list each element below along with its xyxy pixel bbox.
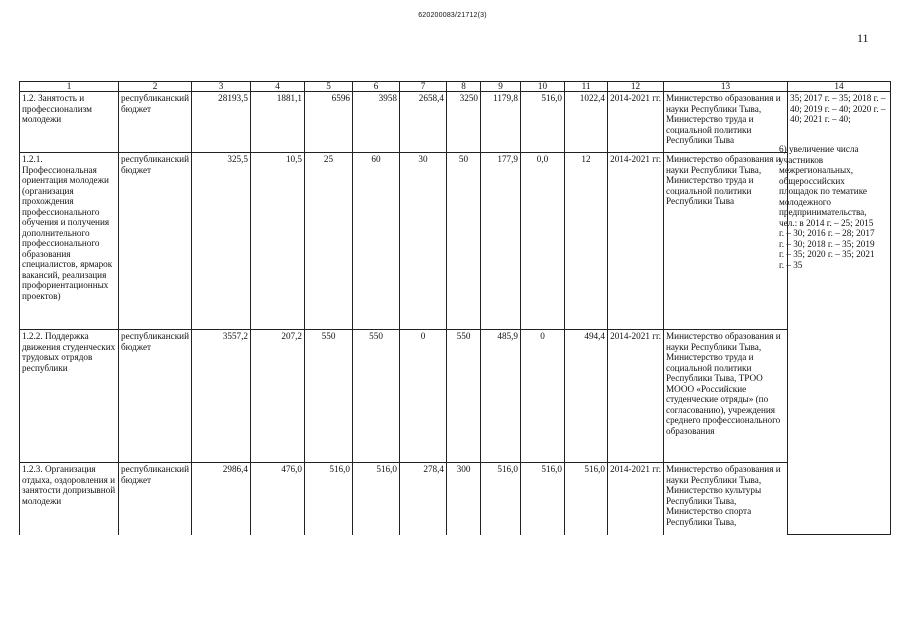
column-number: 9 (481, 82, 521, 92)
amount-cell: 25 (305, 153, 353, 330)
table-row (20, 463, 891, 535)
program-table (19, 81, 891, 535)
amount-cell: 516,0 (565, 463, 608, 535)
funding-source: республиканский бюджет (119, 330, 192, 463)
amount-cell: 2658,4 (400, 92, 447, 153)
amount-cell: 516,0 (521, 92, 565, 153)
column-number: 7 (400, 82, 447, 92)
amount-cell: 0,0 (521, 153, 565, 330)
amount-cell: 60 (353, 153, 400, 330)
amount-cell: 516,0 (353, 463, 400, 535)
amount-cell: 1179,8 (481, 92, 521, 153)
amount-cell: 30 (400, 153, 447, 330)
column-number-row (20, 82, 891, 92)
amount-cell: 516,0 (305, 463, 353, 535)
amount-cell: 28193,5 (192, 92, 251, 153)
document-code: 620200083/21712(3) (418, 12, 487, 19)
measure-name: 1.2.2. Поддержка движения студенческих трудовых отрядов республики (20, 330, 119, 463)
amount-cell: 1881,1 (251, 92, 305, 153)
amount-cell: 0 (521, 330, 565, 463)
column-number: 4 (251, 82, 305, 92)
funding-source: республиканский бюджет (119, 92, 192, 153)
column-number: 5 (305, 82, 353, 92)
period-cell: 2014-2021 гг. (608, 92, 664, 153)
amount-cell: 10,5 (251, 153, 305, 330)
column-number: 14 (788, 82, 891, 92)
amount-cell: 516,0 (481, 463, 521, 535)
executors-cell: Министерство образования и науки Республики Тыва, Министерство труда и социальной политики Республики Тыва (664, 153, 788, 330)
period-cell: 2014-2021 гг. (608, 330, 664, 463)
column-number: 3 (192, 82, 251, 92)
amount-cell: 12 (565, 153, 608, 330)
column-number: 10 (521, 82, 565, 92)
amount-cell: 50 (447, 153, 481, 330)
amount-cell: 516,0 (521, 463, 565, 535)
amount-cell: 1022,4 (565, 92, 608, 153)
column-number: 2 (119, 82, 192, 92)
indicators-text-block (779, 144, 878, 270)
period-cell: 2014-2021 гг. (608, 463, 664, 535)
amount-cell: 476,0 (251, 463, 305, 535)
funding-source: республиканский бюджет (119, 463, 192, 535)
measure-name: 1.2.3. Организация отдыха, оздоровления и занятости допризывной молодежи (20, 463, 119, 535)
executors-cell: Министерство образования и науки Республики Тыва, Министерство культуры Республики Тыва, Министерство спорта Республики Тыва, (664, 463, 788, 535)
table-row (20, 153, 891, 330)
indicators-text-part2: 6) увеличение числа участников межрегиональных, общероссийских площадок по тематике молодежного предпринимательства, чел.: в 2014 г. – 25; 2015 г. – 30; 2016 г. – 28; 2017 г. – 30; 2018 г. – 35; 2019 г. – 35; 2020 г. – 35; 2021 г. – 35 (779, 144, 875, 270)
indicators-cell: 35; 2017 г. – 35; 2018 г. – 40; 2019 г. – 40; 2020 г. – 40; 2021 г. – 40; (788, 92, 891, 330)
amount-cell: 207,2 (251, 330, 305, 463)
column-number: 8 (447, 82, 481, 92)
column-number: 11 (565, 82, 608, 92)
amount-cell: 3250 (447, 92, 481, 153)
amount-cell: 278,4 (400, 463, 447, 535)
period-cell: 2014-2021 гг. (608, 153, 664, 330)
table-row (20, 92, 891, 153)
amount-cell: 6596 (305, 92, 353, 153)
amount-cell: 177,9 (481, 153, 521, 330)
funding-source: республиканский бюджет (119, 153, 192, 330)
column-number: 13 (664, 82, 788, 92)
amount-cell: 485,9 (481, 330, 521, 463)
table-row (20, 330, 891, 463)
executors-cell: Министерство образования и науки Республики Тыва, Министерство труда и социальной политики Республики Тыва (664, 92, 788, 153)
amount-cell: 325,5 (192, 153, 251, 330)
measure-name: 1.2.1. Профессиональная ориентация молодежи (организация прохождения профессионального обучения и получения дополнительного профессионального образования специалистов, ярмарок вакансий, реализация профориентационных проектов) (20, 153, 119, 330)
amount-cell: 3958 (353, 92, 400, 153)
column-number: 1 (20, 82, 119, 92)
column-number: 6 (353, 82, 400, 92)
amount-cell: 0 (400, 330, 447, 463)
amount-cell: 550 (447, 330, 481, 463)
indicators-cell-continued (788, 330, 891, 535)
page-number: 11 (857, 31, 869, 45)
amount-cell: 550 (353, 330, 400, 463)
amount-cell: 550 (305, 330, 353, 463)
amount-cell: 3557,2 (192, 330, 251, 463)
executors-cell: Министерство образования и науки Республики Тыва, Министерство труда и социальной политики Республики Тыва, ТРОО МООО «Российские студенческие отряды» (по согласованию), учреждения среднего профессионального образования (664, 330, 788, 463)
amount-cell: 494,4 (565, 330, 608, 463)
column-number: 12 (608, 82, 664, 92)
measure-name: 1.2. Занятость и профессионализм молодежи (20, 92, 119, 153)
amount-cell: 300 (447, 463, 481, 535)
amount-cell: 2986,4 (192, 463, 251, 535)
